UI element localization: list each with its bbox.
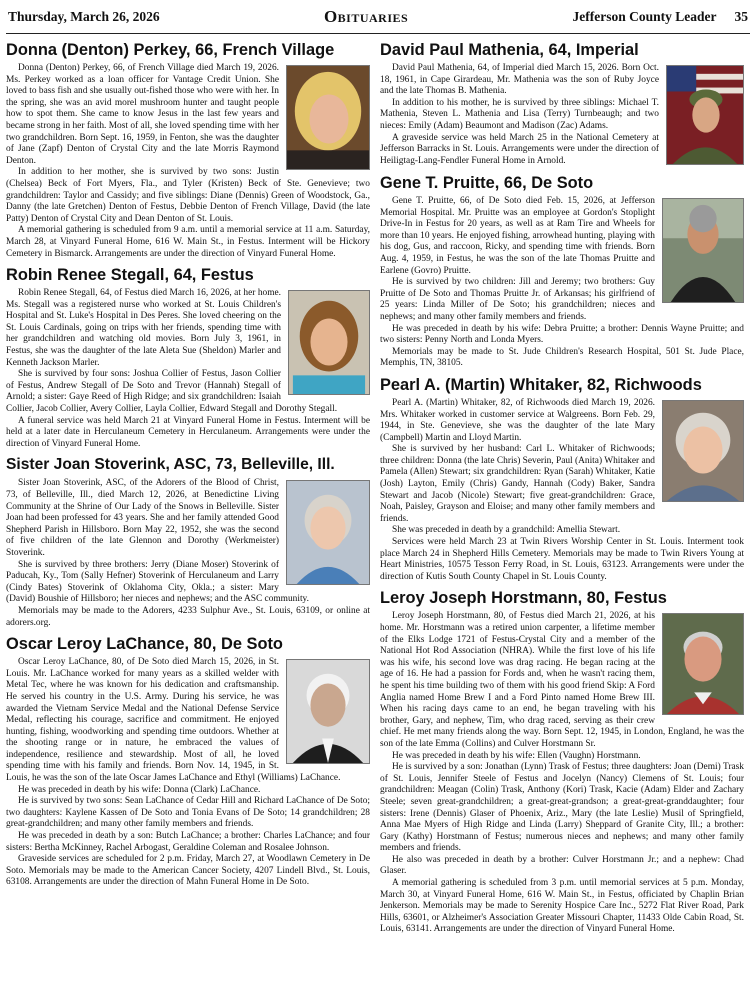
obituary-mathenia [380, 40, 744, 168]
obituary-paragraph: In addition to her mother, she is survived by two sons: Justin (Chelsea) Beck of Fort Myers, Fla., and Tyler (Kristen) Beck of Ste. Genevieve; two grandchildren: Taylor and Cassidy; and five siblings: Diane (Dennis) Green of Woodstock, Ga., Danny (the late Gretchen) Denton of Festus, Debbie Denton of French Village, David (the late Patty) Denton of Crystal City and Dean Denton of St. Louis. [6, 167, 370, 224]
obituary-whitaker [380, 375, 744, 584]
obituary-body [380, 63, 744, 167]
obituary-paragraph: He was preceded in death by his wife: Donna (Clark) LaChance. [18, 784, 261, 795]
obituary-paragraph: He is survived by two children: Jill and Jeremy; two brothers: Guy Pruitte of De Soto and Thomas Pruitte Jr. of Arkansas; his girlfriend of 25 years: Linda Miller of De Soto; his grandchildren; nieces and nephews; and many other family members and friends. [380, 277, 655, 322]
obituary-headline: Sister Joan Stoverink, ASC, 73, Belleville, Ill. [6, 456, 335, 474]
obituary-paragraph: Leroy Joseph Horstmann, 80, of Festus died March 21, 2026, at his home. Mr. Horstmann was a retired union carpenter, a lifetime member of the Elks Lodge 1721 of Festus-Crystal City and a member of the National Hot Rod Association (NHRA). While the first love of his life was his wife, his second love was drag racing. He began racing at the age of 16. He had a passion for Fords and, when he wasn't racing them, he spent his time building two of them with his good friend Skip: A Ford Anglia named Home Brew I and a Ford Pinto named Home Brew III. When his racing days came to an end, he began traveling with his brother, Gary, and nephew, Tim, who drag raced, serving as their crew chief. He met many friends along the way. Born Sept. 12, 1945, in London, England, he was the son of the late Emma (Collins) and Culver Horstmann Sr. [380, 611, 744, 749]
obituary-headline: Robin Renee Stegall, 64, Festus [6, 266, 254, 285]
portrait-photo-stoverink [286, 480, 370, 585]
obituary-headline: Gene T. Pruitte, 66, De Soto [380, 174, 594, 192]
portrait-photo-mathenia [666, 65, 744, 165]
portrait-image [287, 481, 369, 584]
portrait-image [287, 66, 369, 169]
obituary-body [6, 657, 370, 889]
section-title: Obituaries [323, 6, 409, 26]
obituary-paragraph: Robin Renee Stegall, 64, of Festus died March 16, 2026, at her home. Ms. Stegall was a registered nurse who worked at St. Louis Children's Hospital and St. Luke's Hospital in Des Peres. She loved cheering on the St. Louis Cardinals, going on trips with her friends, spending time with her grandchildren and watching old movies. Born July 3, 1961, in Festus, she was the daughter of the late Aleta Sue (Sheldon) Marler and Kenneth Jackson Marler. [6, 288, 281, 368]
obituary-paragraph: Memorials may be made to St. Jude Children's Research Hospital, 501 St. Jude Place, Memphis, TN, 38105. [380, 346, 744, 369]
obituary-paragraph: He was preceded in death by a son: Butch LaChance; a brother: Charles LaChance; and four sisters: Bertha McKinney, Rachel Arbogast, Geraldine Coleman and Rosalee Johnson. [6, 831, 370, 853]
portrait-image [287, 660, 369, 763]
obituary-lachance [6, 634, 370, 889]
obituary-body [380, 398, 744, 584]
obituary-headline: Pearl A. (Martin) Whitaker, 82, Richwoods [380, 375, 702, 394]
obituary-body [6, 478, 370, 629]
obituary-paragraph: She is survived by four sons: Joshua Collier of Festus, Jason Collier of Festus, Andrew Stegall of De Soto and Trevor (Hannah) Stegall of Arnold; a sister: Gaye Reed of High Ridge; and six grandchildren: Isaiah Collier, Jacob Collier, Avery Collier, Layla Collier, Edward Stegall and Dorothy Stegall. [6, 369, 338, 415]
obituary-headline: David Paul Mathenia, 64, Imperial [380, 41, 639, 59]
newspaper-name: Jefferson County Leader [572, 8, 717, 24]
obituary-paragraph: He is survived by a son: Jonathan (Lynn) Trask of Festus; three daughters: Joan (Demi) Trask of St. Louis, Jennifer Steele of Festus and Jocelyn (Nancy) Clemens of St. Louis; four grandchildren: Meagan (Colin) Trask, Anthony (Kori) Trask, Kacie (Adam) Elder and Zachary Steele; seven great-grandchildren; a great-great-grandson; a great-great-granddaughter; four sisters: Irene (Dennis) Glaser of Phoenix, Ariz., Mary (the late Leslie) Musil of Springfield, Anna Mae Myers of High Ridge and Linda (Larry) Sheppard of Granite City, Ill.; a brother: Gary (Kathy) Horstmann of Festus; numerous nieces and nephews; and many other family members and friends. [380, 762, 744, 854]
portrait-photo-perkey [286, 65, 370, 170]
obituary-paragraph: She is survived by her husband: Carl L. Whitaker of Richwoods; three children: Donna (the late Chris) Severin, Paul (Anita) Whitaker and Pamela (Allen) Stewart; six grandchildren: Ryan (Sarah) Whitaker, Katie (Josh) Layton, Emily (Chris) Gandy, Hannah (Cody) Baker, Sandra Stewart and Jacob (Nicole) Stewart; five great-grandchildren: Grace, Noah, Paisley, Grayson and Eloise; and many other family members and friends. [380, 444, 655, 524]
obituary-paragraph: A memorial gathering is scheduled from 9 a.m. until a memorial service at 11 a.m. Saturday, March 28, at Vinyard Funeral Home, 616 W. Main St., in Festus. Interment will be Hickory Cemetery in Bismarck. Arrangements are under the direction of Vinyard Funeral Home. [6, 225, 370, 259]
obituary-headline: Oscar Leroy LaChance, 80, De Soto [6, 635, 283, 654]
issue-date: Thursday, March 26, 2026 [8, 8, 160, 24]
obituary-paragraph: Memorials may be made to the Adorers, 4233 Sulphur Ave., St. Louis, 63109, or online at adorers.org. [6, 605, 370, 628]
portrait-photo-lachance [286, 659, 370, 764]
right-column [380, 38, 744, 941]
obituary-pruitte [380, 173, 744, 370]
obituary-paragraph: David Paul Mathenia, 64, of Imperial died March 15, 2026. Born Oct. 18, 1961, in Cape Girardeau, Mr. Mathenia was the son of Ruby Joyce and the late Thomas B. Mathenia. [380, 63, 659, 97]
left-column [6, 38, 370, 941]
portrait-image [667, 66, 743, 164]
obituary-paragraph: He was preceded in death by his wife: Ellen (Vaughn) Horstmann. [392, 750, 641, 761]
obituary-paragraph: Donna (Denton) Perkey, 66, of French Village died March 19, 2026. Ms. Perkey worked as a loan officer for Vantage Credit Union. She loved to bass fish and she usually out-fished those who were with her. In the spring, she was an avid morel mushroom hunter and taught people how to spot them. She came to know Jesus in the last few years and became strong in her faith. Most of all, she loved spending time with her two grandchildren. Born Sept. 16, 1959, in Fenton, she was the daughter of Jane (Zapf) Denton of Crystal City and the late Morris Raymond Denton. [6, 63, 279, 166]
page-number: 35 [734, 8, 748, 24]
portrait-photo-pruitte [662, 198, 744, 303]
obituary-headline: Leroy Joseph Horstmann, 80, Festus [380, 589, 667, 608]
portrait-photo-whitaker [662, 400, 744, 502]
obituary-paragraph: Graveside services are scheduled for 2 p.m. Friday, March 27, at Woodlawn Cemetery in De Soto. Memorials may be made to the American Cancer Society, 4207 Lindell Blvd., St. Louis, 63108. Arrangements are under the direction of Mahn Funeral Home in De Soto. [6, 854, 370, 888]
obituary-body [380, 611, 744, 936]
obituary-paragraph: He also was preceded in death by a brother: Culver Horstmann Jr.; and a nephew: Chad Glaser. [380, 854, 744, 877]
masthead [6, 0, 750, 34]
obituary-headline: Donna (Denton) Perkey, 66, French Village [6, 41, 335, 59]
portrait-photo-stegall [288, 290, 370, 395]
obituary-perkey [6, 40, 370, 260]
portrait-image [663, 199, 743, 302]
obituary-paragraph: Services were held March 23 at Twin Rivers Worship Center in St. Louis. Interment took place March 24 in Shepherd Hills Cemetery. Memorials may be made to Twin Rivers Young at Heart Ministries, 10575 Tesson Ferry Road, in St. Louis, 63123. Arrangements were under the direction of Kutis South County Chapel in St. Louis County. [380, 537, 744, 582]
obituary-paragraph: She is survived by three brothers: Jerry (Diane Moser) Stoverink of Paducah, Ky., Tom (Sally Hefner) Stoverink of Herculaneum and Larry (Cindy Bates) Stoverink of Oklahoma City, Okla.; a sister: Mary (David) Boushie of Hillsboro; her nieces and nephews; and the ASC community. [6, 559, 309, 605]
obituary-paragraph: A funeral service was held March 21 at Vinyard Funeral Home in Festus. Interment will be held at a later date in Herculaneum Cemetery in Herculaneum. Arrangements were under the direction of Vinyard Funeral Home. [6, 415, 370, 449]
obituary-body [6, 288, 370, 450]
portrait-image [289, 291, 369, 394]
obituary-paragraph: Sister Joan Stoverink, ASC, of the Adorers of the Blood of Christ, 73, of Belleville, Ill., died March 12, 2026, at Benedictine Living Community at the Shrine of Our Lady of the Snows in Belleville. Sister Joan had been professed for 43 years. She and her family attended Good Shepherd Parish in Hillsboro. Born May 22, 1952, she was the second of five children of the late Glennon and Dorothy (Werkmeister) Stoverink. [6, 478, 279, 558]
obituary-paragraph: A graveside service was held March 25 in the National Cemetery at Jefferson Barracks in St. Louis. Arrangements were under the direction of Heiligtag-Lang-Fendler Funeral Home in Arnold. [380, 132, 659, 166]
masthead-right [573, 9, 748, 25]
obituary-body [380, 196, 744, 370]
obituary-horstmann [380, 588, 744, 936]
portrait-photo-horstmann [662, 613, 744, 715]
obituary-paragraph: He is survived by two sons: Sean LaChance of Cedar Hill and Richard LaChance of De Soto; two daughters: Kaylene Kassen of De Soto and Tonia Evans of De Soto; 14 grandchildren; 28 great-grandchildren; and many other family members and friends. [6, 796, 370, 830]
obituary-stegall [6, 265, 370, 450]
obituary-paragraph: He was preceded in death by his wife: Debra Pruitte; a brother: Dennis Wayne Pruitte; and two sisters: Penny North and Londa Myers. [380, 323, 744, 346]
obituary-paragraph: In addition to his mother, he is survived by three siblings: Michael T. Mathenia, Steven L. Mathenia and Lisa (Terry) Turnbeaugh; and two nieces: Emily (Adam) Beaumont and Madison (Zac) Adams. [380, 97, 659, 131]
obituary-paragraph: Gene T. Pruitte, 66, of De Soto died Feb. 15, 2026, at Jefferson Memorial Hospital. Mr. Pruitte was an employee at Gordon's Stoplight Drive-In in Festus for 20 years, as well as at Ram Tire and Wheels for more than 10 years. He enjoyed fishing, arrowhead hunting, playing with his dog, Gus, and raccoon, Ricky, and spending time with friends. Born Aug. 4, 1959, in Festus, he was the son of the late Thomas Pruitte and Earlene (Govro) Pruitte. [380, 196, 655, 276]
obituary-stoverink [6, 455, 370, 629]
obituary-paragraph: Oscar Leroy LaChance, 80, of De Soto died March 15, 2026, in St. Louis. Mr. LaChance worked for many years as a skilled welder with Metal Tec, where he was known for his dedication and craftsmanship. He served his country in the U.S. Army. During his service, he was awarded the Vietnam Service Medal and the National Defense Service Medal, reflecting his courage, sacrifice and commitment. He enjoyed hunting, fishing, woodworking and spending time outdoors. Whether at the shooting range or in nature, he embraced the values of independence, resilience and stewardship. Most of all, he loved spending time with his family and friends. Born Nov. 14, 1945, in St. Louis, he was the son of the late Oscar James LaChance and Ethyl (Williams) LaChance. [6, 657, 341, 784]
obituary-body [6, 63, 370, 260]
portrait-image [663, 401, 743, 501]
obituary-paragraph: She was preceded in death by a grandchild: Amellia Stewart. [392, 525, 621, 536]
obituary-paragraph: Pearl A. (Martin) Whitaker, 82, of Richwoods died March 19, 2026. Mrs. Whitaker worked in customer service at Walgreens. Born Feb. 29, 1944, in Ste. Genevieve, she was the daughter of the late Mary (Campbell) Martin and Lloyd Martin. [380, 397, 655, 443]
obituary-paragraph: A memorial gathering is scheduled from 3 p.m. until memorial services at 5 p.m. Monday, March 30, at Vinyard Funeral Home, 616 W. Main St., in Festus, officiated by Chaplin Brian Jenkerson. Memorials may be made to Serenity Hospice Care Inc., 5272 Flat River Road, Park Hills, 63601, or Alzheimer's Association Greater Missouri Chapter, 11433 Olde Cabin Road, St. Louis, 63141. Arrangements are under the direction of Vinyard Funeral Home. [380, 878, 744, 935]
columns [6, 38, 750, 941]
portrait-image [663, 614, 743, 714]
